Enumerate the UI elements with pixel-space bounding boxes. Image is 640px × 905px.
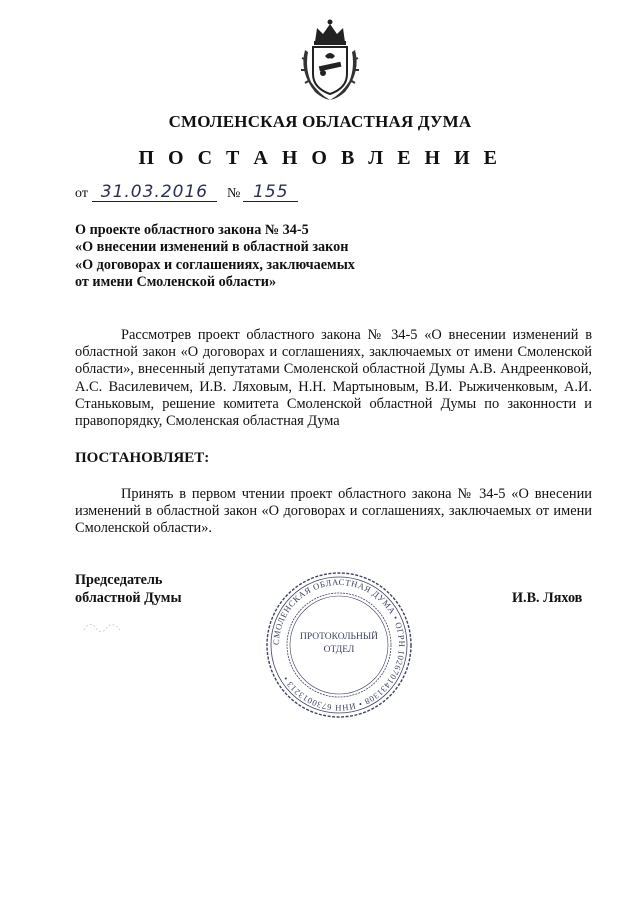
official-round-stamp <box>264 570 414 720</box>
stamp-label-line: ОТДЕЛ <box>323 645 355 655</box>
signatory-name: И.В. Ляхов <box>512 590 583 606</box>
coat-of-arms-emblem <box>293 16 367 102</box>
organization-name: СМОЛЕНСКАЯ ОБЛАСТНАЯ ДУМА <box>168 112 472 131</box>
number-label: № <box>226 186 241 201</box>
subject-line: О проекте областного закона № 34-5 <box>75 222 309 238</box>
signatory-title-line: областной Думы <box>75 589 182 606</box>
decision-paragraph: Принять в первом чтении проект областного закона № 34-5 «О внесении изменений в областной закон «О договорах и соглашениях, заключаемых от имени Смоленской области». <box>75 486 592 537</box>
stamp-ring-text: СМОЛЕНСКАЯ ОБЛАСТНАЯ ДУМА • ОГРН 1026701431308 • ИНН 6730013213 • <box>270 576 408 714</box>
date-number-line <box>75 183 298 202</box>
document-type-heading: П О С Т А Н О В Л Е Н И Е <box>138 147 502 169</box>
signatory-title-line: Председатель <box>75 572 163 588</box>
handwritten-date: 31.03.2016 <box>92 183 217 202</box>
document-subject <box>75 222 405 291</box>
date-prefix: от <box>75 186 88 201</box>
handwritten-number: 155 <box>243 183 298 202</box>
faint-signature-trace <box>82 616 122 638</box>
subject-line: «О внесении изменений в областной закон <box>75 239 349 256</box>
subject-line: от имени Смоленской области» <box>75 273 277 290</box>
subject-line: «О договорах и соглашениях, заключаемых <box>75 256 355 273</box>
stamp-label-line: ПРОТОКОЛЬНЫЙ <box>299 632 379 642</box>
signatory-title <box>75 572 182 607</box>
preamble-paragraph: Рассмотрев проект областного закона № 34-5 «О внесении изменений в областной закон «О договорах и соглашениях, заключаемых от имени Смоленской области», внесенный депутатами Смоленской областной Думы А.В. Андреенковой, А.С. Василевичем, И.В. Ляховым, Н.Н. Мартыновым, В.И. Рыжиченковым, А.И. Станьковым, решение комитета Смоленской областной Думы по законности и правопорядку, Смоленская областная Дума <box>75 327 592 430</box>
resolves-heading: ПОСТАНОВЛЯЕТ: <box>75 450 210 466</box>
